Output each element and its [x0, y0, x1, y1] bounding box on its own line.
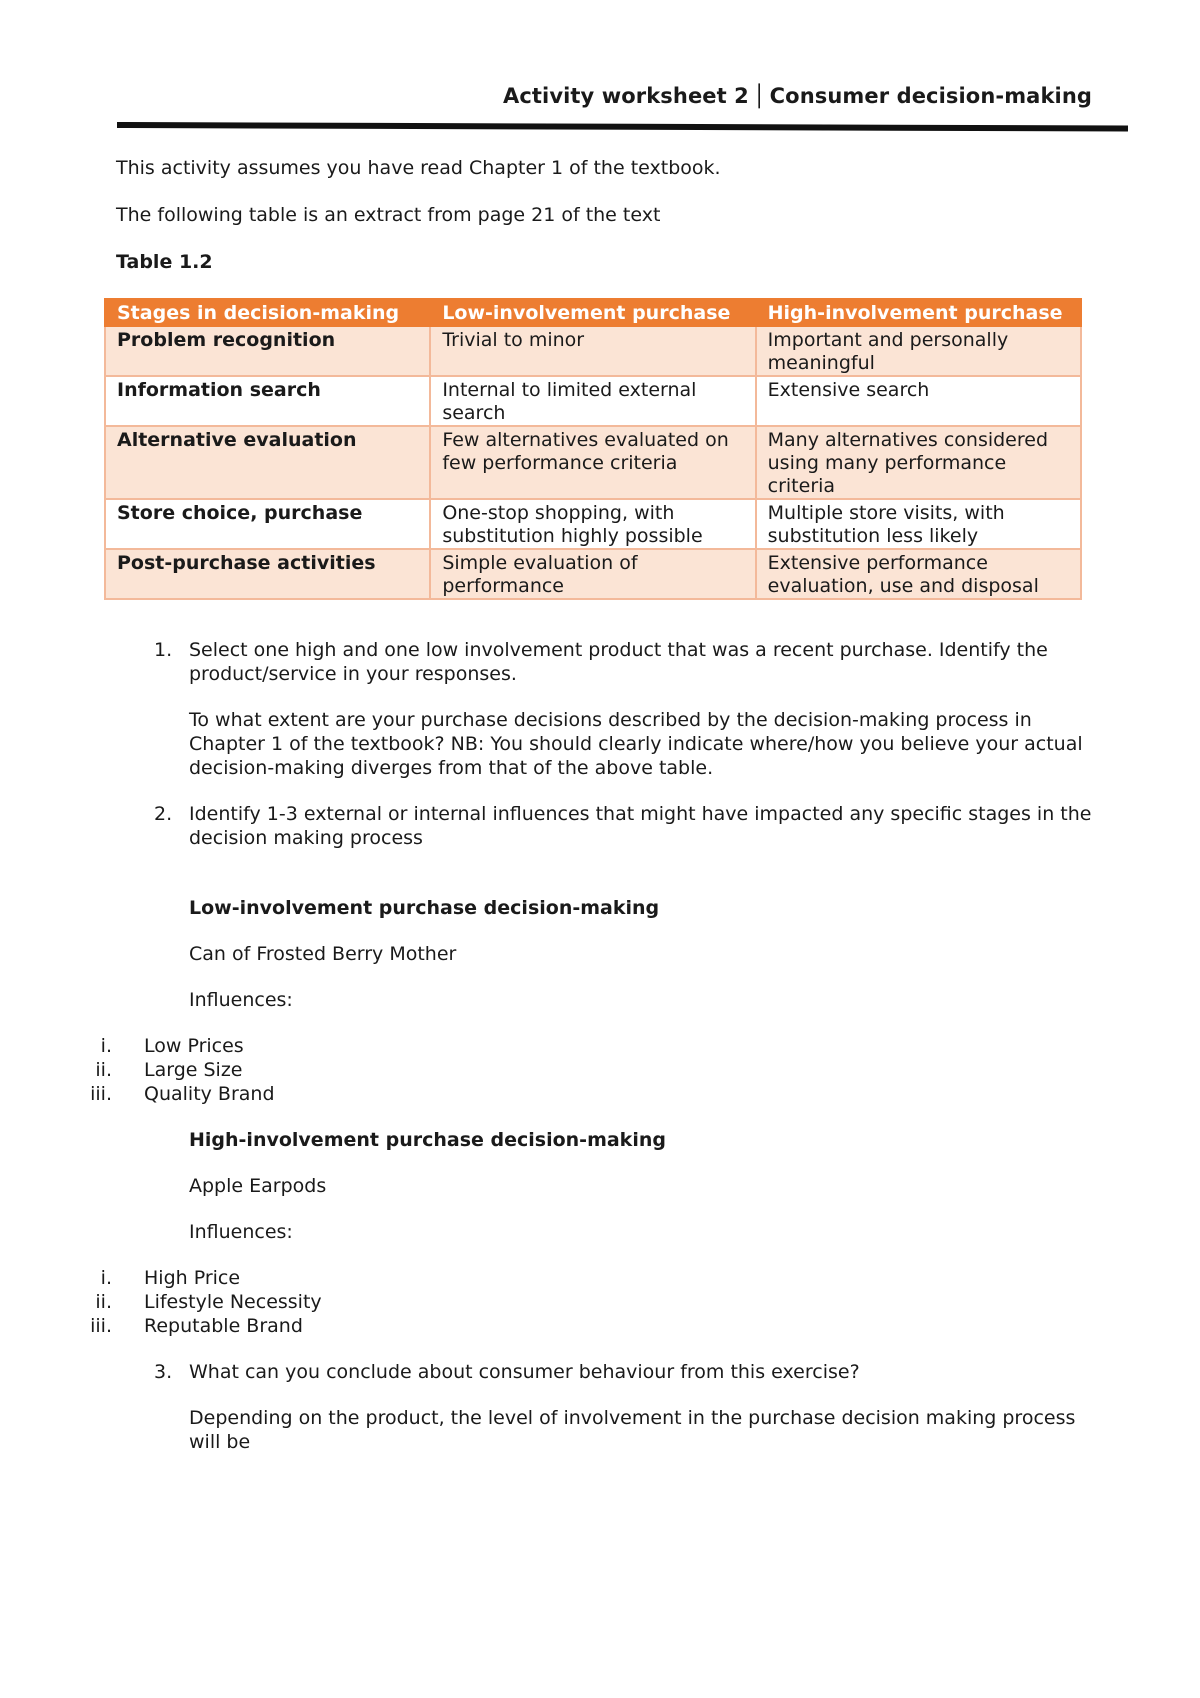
high-involvement-cell: Multiple store visits, with substitution less likely	[756, 499, 1081, 549]
list-item	[0, 1266, 1106, 1290]
table-header-cell: Stages in decision-making	[105, 299, 430, 326]
list-item-text: Lifestyle Necessity	[144, 1291, 322, 1313]
question-text: What can you conclude about consumer behaviour from this exercise?	[189, 1361, 860, 1383]
low-involvement-cell: Few alternatives evaluated on few performance criteria	[430, 426, 755, 499]
high-involvement-cell: Important and personally meaningful	[756, 326, 1081, 376]
list-item	[0, 1290, 1106, 1314]
question-text: Identify 1-3 external or internal influences that might have impacted any specific stages in the decision making process	[189, 803, 1092, 849]
header-separator: │	[752, 84, 766, 108]
high-influences-list	[0, 1266, 1106, 1338]
question-list	[90, 638, 1106, 1454]
list-item	[0, 1082, 1106, 1106]
high-influences-label: Influences:	[189, 1221, 293, 1243]
list-item-number: iii.	[90, 1083, 112, 1105]
question-text: To what extent are your purchase decisions described by the decision-making process in Chapter 1 of the textbook? NB: You should clearly indicate where/how you believe your actual decision-making diverges from that of the above table.	[189, 709, 1083, 779]
list-item	[0, 1314, 1106, 1338]
table-row	[105, 549, 1081, 599]
question-number: 1.	[154, 639, 173, 661]
question-number: 2.	[154, 803, 173, 825]
list-item-text: Quality Brand	[144, 1083, 275, 1105]
stage-cell: Information search	[105, 376, 430, 426]
list-item	[0, 1034, 1106, 1058]
table-row	[105, 326, 1081, 376]
list-item-number: i.	[100, 1267, 112, 1289]
intro-line-1: This activity assumes you have read Chapter 1 of the textbook.	[116, 157, 721, 179]
list-item-text: High Price	[144, 1267, 241, 1289]
page-header-title	[503, 84, 1092, 108]
low-involvement-cell: One-stop shopping, with substitution highly possible	[430, 499, 755, 549]
list-item-number: i.	[100, 1035, 112, 1057]
low-involvement-heading: Low-involvement purchase decision-making	[189, 897, 660, 919]
stage-cell: Problem recognition	[105, 326, 430, 376]
high-involvement-cell: Extensive search	[756, 376, 1081, 426]
intro-line-2: The following table is an extract from page 21 of the text	[116, 204, 661, 226]
table-header-cell: Low-involvement purchase	[430, 299, 755, 326]
table-row	[105, 376, 1081, 426]
stage-cell: Alternative evaluation	[105, 426, 430, 499]
low-involvement-cell: Trivial to minor	[430, 326, 755, 376]
high-involvement-product: Apple Earpods	[189, 1175, 327, 1197]
list-item-text: Large Size	[144, 1059, 243, 1081]
high-involvement-heading: High-involvement purchase decision-making	[189, 1129, 666, 1151]
low-involvement-cell: Internal to limited external search	[430, 376, 755, 426]
high-involvement-section	[116, 1128, 1106, 1244]
stage-cell: Post-purchase activities	[105, 549, 430, 599]
high-involvement-cell: Extensive performance evaluation, use and disposal	[756, 549, 1081, 599]
header-rule	[117, 122, 1128, 132]
stage-cell: Store choice, purchase	[105, 499, 430, 549]
header-title-left: Activity worksheet 2	[502, 84, 749, 108]
table-row	[105, 499, 1081, 549]
question-number: 3.	[154, 1361, 173, 1383]
question-text: Select one high and one low involvement product that was a recent purchase. Identify the product/service in your responses.	[189, 639, 1048, 685]
low-involvement-cell: Simple evaluation of performance	[430, 549, 755, 599]
low-involvement-product: Can of Frosted Berry Mother	[189, 943, 457, 965]
high-involvement-cell: Many alternatives considered using many performance criteria	[756, 426, 1081, 499]
table-label: Table 1.2	[116, 251, 213, 273]
list-item	[0, 1058, 1106, 1082]
table-row	[105, 426, 1081, 499]
list-item-number: ii.	[95, 1059, 112, 1081]
list-item-number: ii.	[95, 1291, 112, 1313]
list-item-text: Low Prices	[144, 1035, 244, 1057]
decision-stages-table	[104, 298, 1082, 600]
low-influences-label: Influences:	[189, 989, 293, 1011]
question-2	[116, 802, 1106, 1012]
header-title-right: Consumer decision-making	[769, 84, 1092, 108]
table-header-cell: High-involvement purchase	[756, 299, 1081, 326]
table-header-row	[105, 299, 1081, 326]
list-item-number: iii.	[90, 1315, 112, 1337]
low-influences-list	[0, 1034, 1106, 1106]
question-3-answer: Depending on the product, the level of involvement in the purchase decision making process will be	[189, 1407, 1076, 1453]
list-item-text: Reputable Brand	[144, 1315, 303, 1337]
question-1	[116, 638, 1106, 780]
question-3	[116, 1360, 1106, 1454]
